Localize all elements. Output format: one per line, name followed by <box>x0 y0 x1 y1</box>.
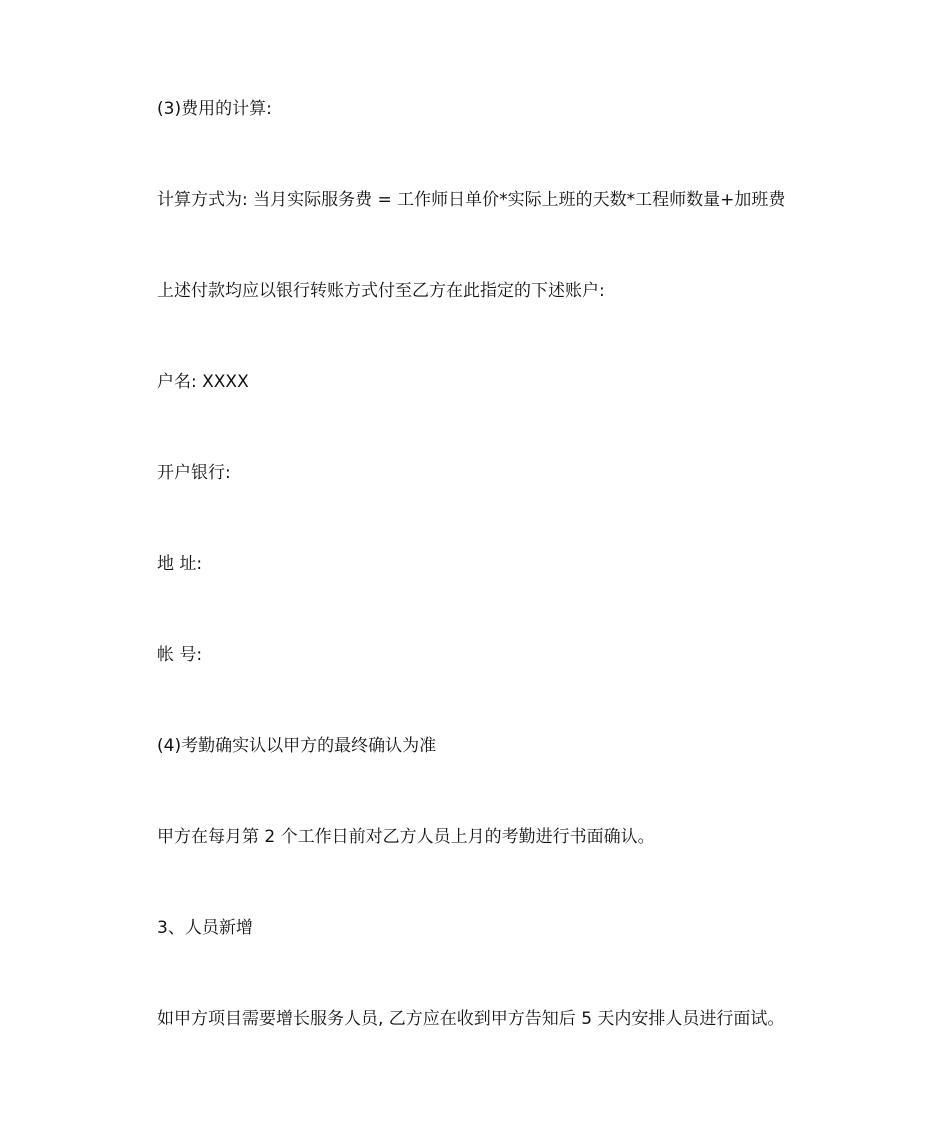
section-heading-fee-calculation: (3)费用的计算: <box>157 99 272 119</box>
section-heading-new-staff: 3、人员新增 <box>157 918 253 938</box>
section-heading-attendance: (4)考勤确实认以甲方的最终确认为准 <box>157 736 437 756</box>
field-account-number: 帐 号: <box>157 645 203 665</box>
field-account-name: 户名: XXXX <box>157 372 249 392</box>
field-bank: 开户银行: <box>157 463 231 483</box>
field-address: 地 址: <box>157 554 203 574</box>
paragraph-new-staff: 如甲方项目需要增长服务人员, 乙方应在收到甲方告知后 5 天内安排人员进行面试。 <box>157 1009 785 1029</box>
paragraph-payment-account: 上述付款均应以银行转账方式付至乙方在此指定的下述账户: <box>157 281 605 301</box>
paragraph-attendance-confirm: 甲方在每月第 2 个工作日前对乙方人员上月的考勤进行书面确认。 <box>157 827 655 847</box>
paragraph-calculation-method: 计算方式为: 当月实际服务费 = 工作师日单价*实际上班的天数*工程师数量+加班费 <box>157 190 786 210</box>
